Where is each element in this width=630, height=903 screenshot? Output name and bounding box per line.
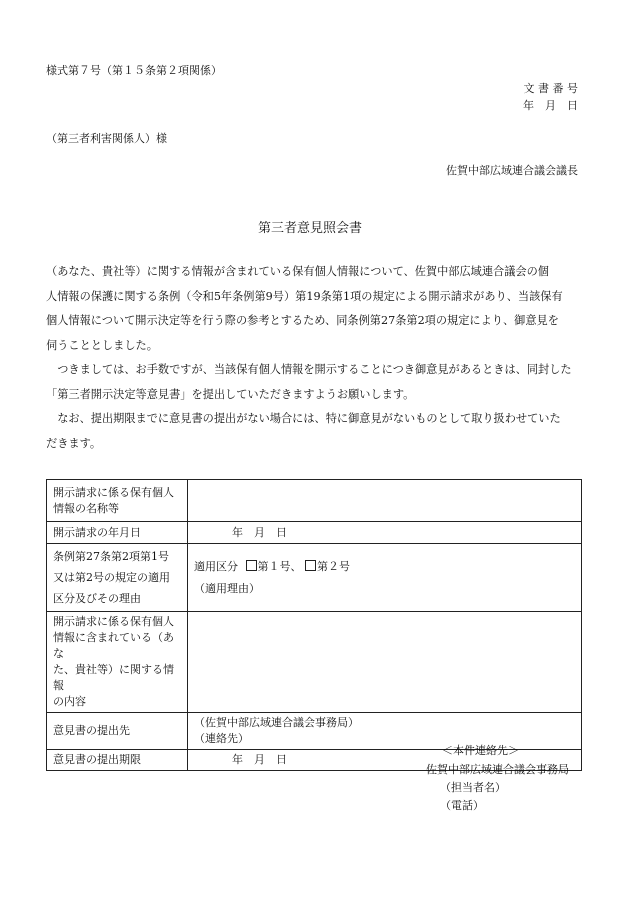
body-line: つきましては、お手数ですが、当該保有個人情報を開示することにつき御意見があるときは、同封した [46, 363, 572, 376]
contact-person: （担当者名） [440, 781, 506, 794]
row-label [47, 612, 188, 713]
destination-contact: （連絡先） [194, 732, 249, 745]
category-prefix: 適用区分 [194, 559, 238, 573]
checkbox-item2[interactable] [305, 560, 316, 571]
form-table [46, 479, 582, 771]
page-title: 第三者意見照会書 [258, 221, 363, 236]
row-label-line: 情報に含まれている（あな [53, 631, 174, 660]
table-row [47, 544, 582, 612]
row-label-line: た、貴社等）に関する情報 [53, 663, 174, 692]
table-row [47, 612, 582, 713]
table-row [47, 522, 582, 544]
row-label: 意見書の提出期限 [47, 750, 188, 771]
body-line: （あなた、貴社等）に関する情報が含まれている保有個人情報について、佐賀中部広域連合議会の個 [46, 265, 549, 278]
request-date-field[interactable] [188, 522, 582, 544]
request-date-value: 年 月 日 [232, 525, 287, 539]
row-label: 開示請求の年月日 [47, 522, 188, 544]
contact-phone: （電話） [440, 799, 484, 812]
row-label-line: の内容 [53, 695, 86, 708]
row-label: 意見書の提出先 [47, 713, 188, 750]
body-line: 人情報の保護に関する条例（令和5年条例第9号）第19条第1項の規定による開示請求があり、当該保有 [46, 289, 563, 303]
document-number-label: 文 書 番 号 [523, 82, 578, 95]
option-item2: 第２号 [317, 559, 350, 573]
destination-office: （佐賀中部広域連合議会事務局） [194, 716, 359, 729]
row-label-line: 開示請求に係る保有個人 [53, 615, 174, 628]
body-line: だきます。 [46, 436, 102, 450]
row-label-line: 又は第2号の規定の適用 [53, 571, 170, 584]
body-line: 伺うこととしました。 [46, 338, 158, 352]
body-line: 「第三者開示決定等意見書」を提出していただきますようお願いします。 [46, 387, 415, 401]
body-line: なお、提出期限までに意見書の提出がない場合には、特に御意見がないものとして取り扱わせていた [46, 412, 561, 425]
checkbox-item1[interactable] [246, 560, 257, 571]
row-label [47, 480, 188, 522]
row-label [47, 544, 188, 612]
option-item1: 第１号、 [257, 559, 302, 573]
row-label-line: 条例第27条第2項第1号 [53, 550, 169, 563]
information-content-field[interactable] [188, 612, 582, 713]
application-category-field [188, 544, 582, 612]
name-field[interactable] [188, 480, 582, 522]
recipient: （第三者利害関係人）様 [46, 132, 167, 145]
sender: 佐賀中部広域連合議会議長 [446, 164, 578, 177]
submission-destination [188, 713, 582, 750]
deadline-value: 年 月 日 [232, 753, 287, 766]
contact-heading: ＜本件連絡先＞ [442, 744, 519, 757]
contact-office: 佐賀中部広域連合議会事務局 [426, 763, 569, 776]
row-label-line: 情報の名称等 [53, 501, 119, 515]
body-line: 個人情報について開示決定等を行う際の参考とするため、同条例第27条第2項の規定により、御意見を [46, 314, 559, 327]
application-reason: （適用理由） [194, 581, 260, 595]
row-label-line: 区分及びその理由 [53, 592, 141, 605]
row-label-line: 開示請求に係る保有個人 [53, 485, 174, 499]
body-text [46, 260, 586, 456]
form-number: 様式第７号（第１５条第２項関係） [46, 64, 222, 77]
table-row [47, 480, 582, 522]
document-date: 年 月 日 [523, 99, 578, 112]
